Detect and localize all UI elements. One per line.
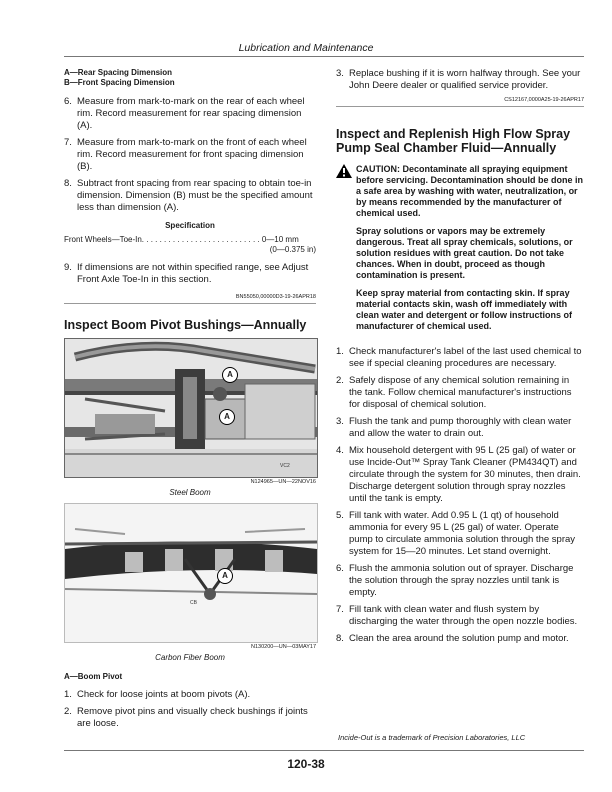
step-text: Fill tank with water. Add 0.95 L (1 qt) of household ammonia for every 95 L (25 gal) of water. Operate pump to circulate ammonia solution through the spray system for 15—20 minutes. Let stand overnight. [349, 510, 576, 557]
boom-step-1 [64, 689, 316, 701]
step-text: Flush the ammonia solution out of sprayer. Discharge the solution through the spray nozzles until tank is empty. [349, 563, 574, 598]
step-number: 3. [336, 68, 344, 79]
step-text: Measure from mark-to-mark on the front of each wheel rim. Record measurement for front spacing dimension (B). [77, 137, 307, 172]
legend-rear-spacing: A—Rear Spacing Dimension [64, 68, 173, 77]
step-text: Replace bushing if it is worn halfway through. See your John Deere dealer or qualified service provider. [349, 68, 581, 91]
step-number: 5. [336, 510, 344, 521]
step-text: Check for loose joints at boom pivots (A). [77, 689, 251, 700]
trademark-note: Incide-Out is a trademark of Precision Laboratories, LLC [338, 733, 526, 742]
footer-rule [64, 750, 584, 751]
step-number: 9. [64, 262, 72, 273]
figure-small-code-2: CB [190, 600, 197, 606]
step-number: 2. [336, 375, 344, 386]
step-text: Flush the tank and pump thoroughly with clean water and allow the water to drain out. [349, 416, 572, 439]
step-text: Measure from mark-to-mark on the rear of each wheel rim. Record measurement for rear spacing dimension (A). [77, 96, 305, 131]
boom-step-2 [64, 706, 316, 730]
step-text: Fill tank with clean water and flush system by discharging the water through the open nozzle bodies. [349, 604, 578, 627]
pump-step-7 [336, 604, 584, 628]
step-8 [64, 178, 316, 214]
legend-boom-pivot: A—Boom Pivot [64, 672, 123, 681]
step-number: 6. [336, 563, 344, 574]
carbon-boom-illustration [65, 504, 317, 642]
caution-block [336, 164, 584, 332]
legend-front-spacing: B—Front Spacing Dimension [64, 78, 175, 87]
spec-toe-in: Front Wheels—Toe-In. . . . . . . . . . . . . . . . . . . . . . . . . . . 0—10 mm [64, 235, 299, 244]
section-rule [64, 303, 316, 304]
boom-step-3 [336, 68, 584, 92]
fig2-code: N130200—UN—03MAY17 [250, 644, 316, 650]
fig2-caption: Carbon Fiber Boom [155, 653, 225, 662]
pump-step-3 [336, 416, 584, 440]
step-text: Remove pivot pins and visually check bushings if joints are loose. [77, 706, 308, 729]
pump-step-2 [336, 375, 584, 411]
page-header: Lubrication and Maintenance [238, 42, 374, 54]
spec-title: Specification [165, 221, 215, 230]
pump-step-6 [336, 563, 584, 599]
step-number: 6. [64, 96, 72, 107]
step-text: Subtract front spacing from rear spacing to obtain toe-in dimension. Dimension (B) must be the specified amount less than dimension (A). [77, 178, 313, 213]
step-number: 3. [336, 416, 344, 427]
step-number: 7. [336, 604, 344, 615]
step-text: Safely dispose of any chemical solution remaining in the tank. Follow chemical manufacturer's instructions for disposal of chemical solution. [349, 375, 572, 410]
right-column [336, 68, 584, 645]
caution-text-2: Spray solutions or vapors may be extremely dangerous. Treat all spray chemicals, solutions, or solution residues with great caution. Do not take chances. When in doubt, proceed as though contamination is present. [356, 226, 573, 280]
fig1-code: N124965—UN—22NOV16 [250, 479, 316, 485]
pump-step-4 [336, 445, 584, 505]
figure-small-code: VC2 [280, 463, 290, 469]
doc-code: BN55050,00000D3-19-26APR18 [235, 294, 316, 300]
step-9 [64, 262, 316, 286]
left-column-top [64, 68, 316, 304]
caution-text-1: CAUTION: Decontaminate all spraying equipment before servicing. Decontamination should be done in a safe area by washing with water, neutralization, or by means recommended by the manufacturer of chemical used. [356, 164, 584, 218]
step-number: 8. [64, 178, 72, 189]
page-number: 120-38 [287, 757, 325, 771]
doc-code-2: CS12167,0000A25-19-26APR17 [504, 97, 584, 103]
step-number: 4. [336, 445, 344, 456]
step-text: Clean the area around the solution pump and motor. [349, 633, 569, 644]
step-text: Mix household detergent with 95 L (25 gal) of water or use Incide-Out™ Spray Tank Cleaner (PM434QT) and circulate through the system for 30 minutes, then drain. Discharge detergent solution through spray nozzles until the tank is empty. [349, 445, 581, 504]
callout-a-2: A [219, 409, 235, 425]
step-number: 7. [64, 137, 72, 148]
step-number: 8. [336, 633, 344, 644]
boom-section-title-wrap [64, 318, 316, 332]
step-number: 2. [64, 706, 72, 717]
step-number: 1. [336, 346, 344, 357]
step-text: Check manufacturer's label of the last used chemical to see if special cleaning procedures are necessary. [349, 346, 582, 369]
step-6 [64, 96, 316, 132]
spec-toe-in-inches: (0—0.375 in) [269, 245, 316, 254]
step-text: If dimensions are not within specified range, see Adjust Front Axle Toe-In in this section. [77, 262, 309, 285]
callout-a-3: A [217, 568, 233, 584]
callout-a-1: A [222, 367, 238, 383]
steel-boom-figure [64, 338, 318, 478]
pump-step-8 [336, 633, 584, 645]
header-rule [64, 56, 584, 57]
carbon-fiber-boom-figure [64, 503, 318, 643]
warning-triangle-icon [336, 164, 356, 332]
fig1-caption: Steel Boom [169, 488, 211, 497]
pump-step-1 [336, 346, 584, 370]
caution-text-3: Keep spray material from contacting skin. If spray material contacts skin, wash off immediately with clean water and detergent or follow instructions of manufacturer of chemical used. [356, 288, 573, 331]
section-title-boom-pivot: Inspect Boom Pivot Bushings—Annually [64, 318, 307, 332]
section-title-pump-seal: Inspect and Replenish High Flow Spray Pump Seal Chamber Fluid—Annually [336, 127, 571, 155]
left-column-bottom [64, 672, 316, 730]
pump-step-5 [336, 510, 584, 558]
step-number: 1. [64, 689, 72, 700]
step-7 [64, 137, 316, 173]
steel-boom-illustration [65, 339, 317, 477]
